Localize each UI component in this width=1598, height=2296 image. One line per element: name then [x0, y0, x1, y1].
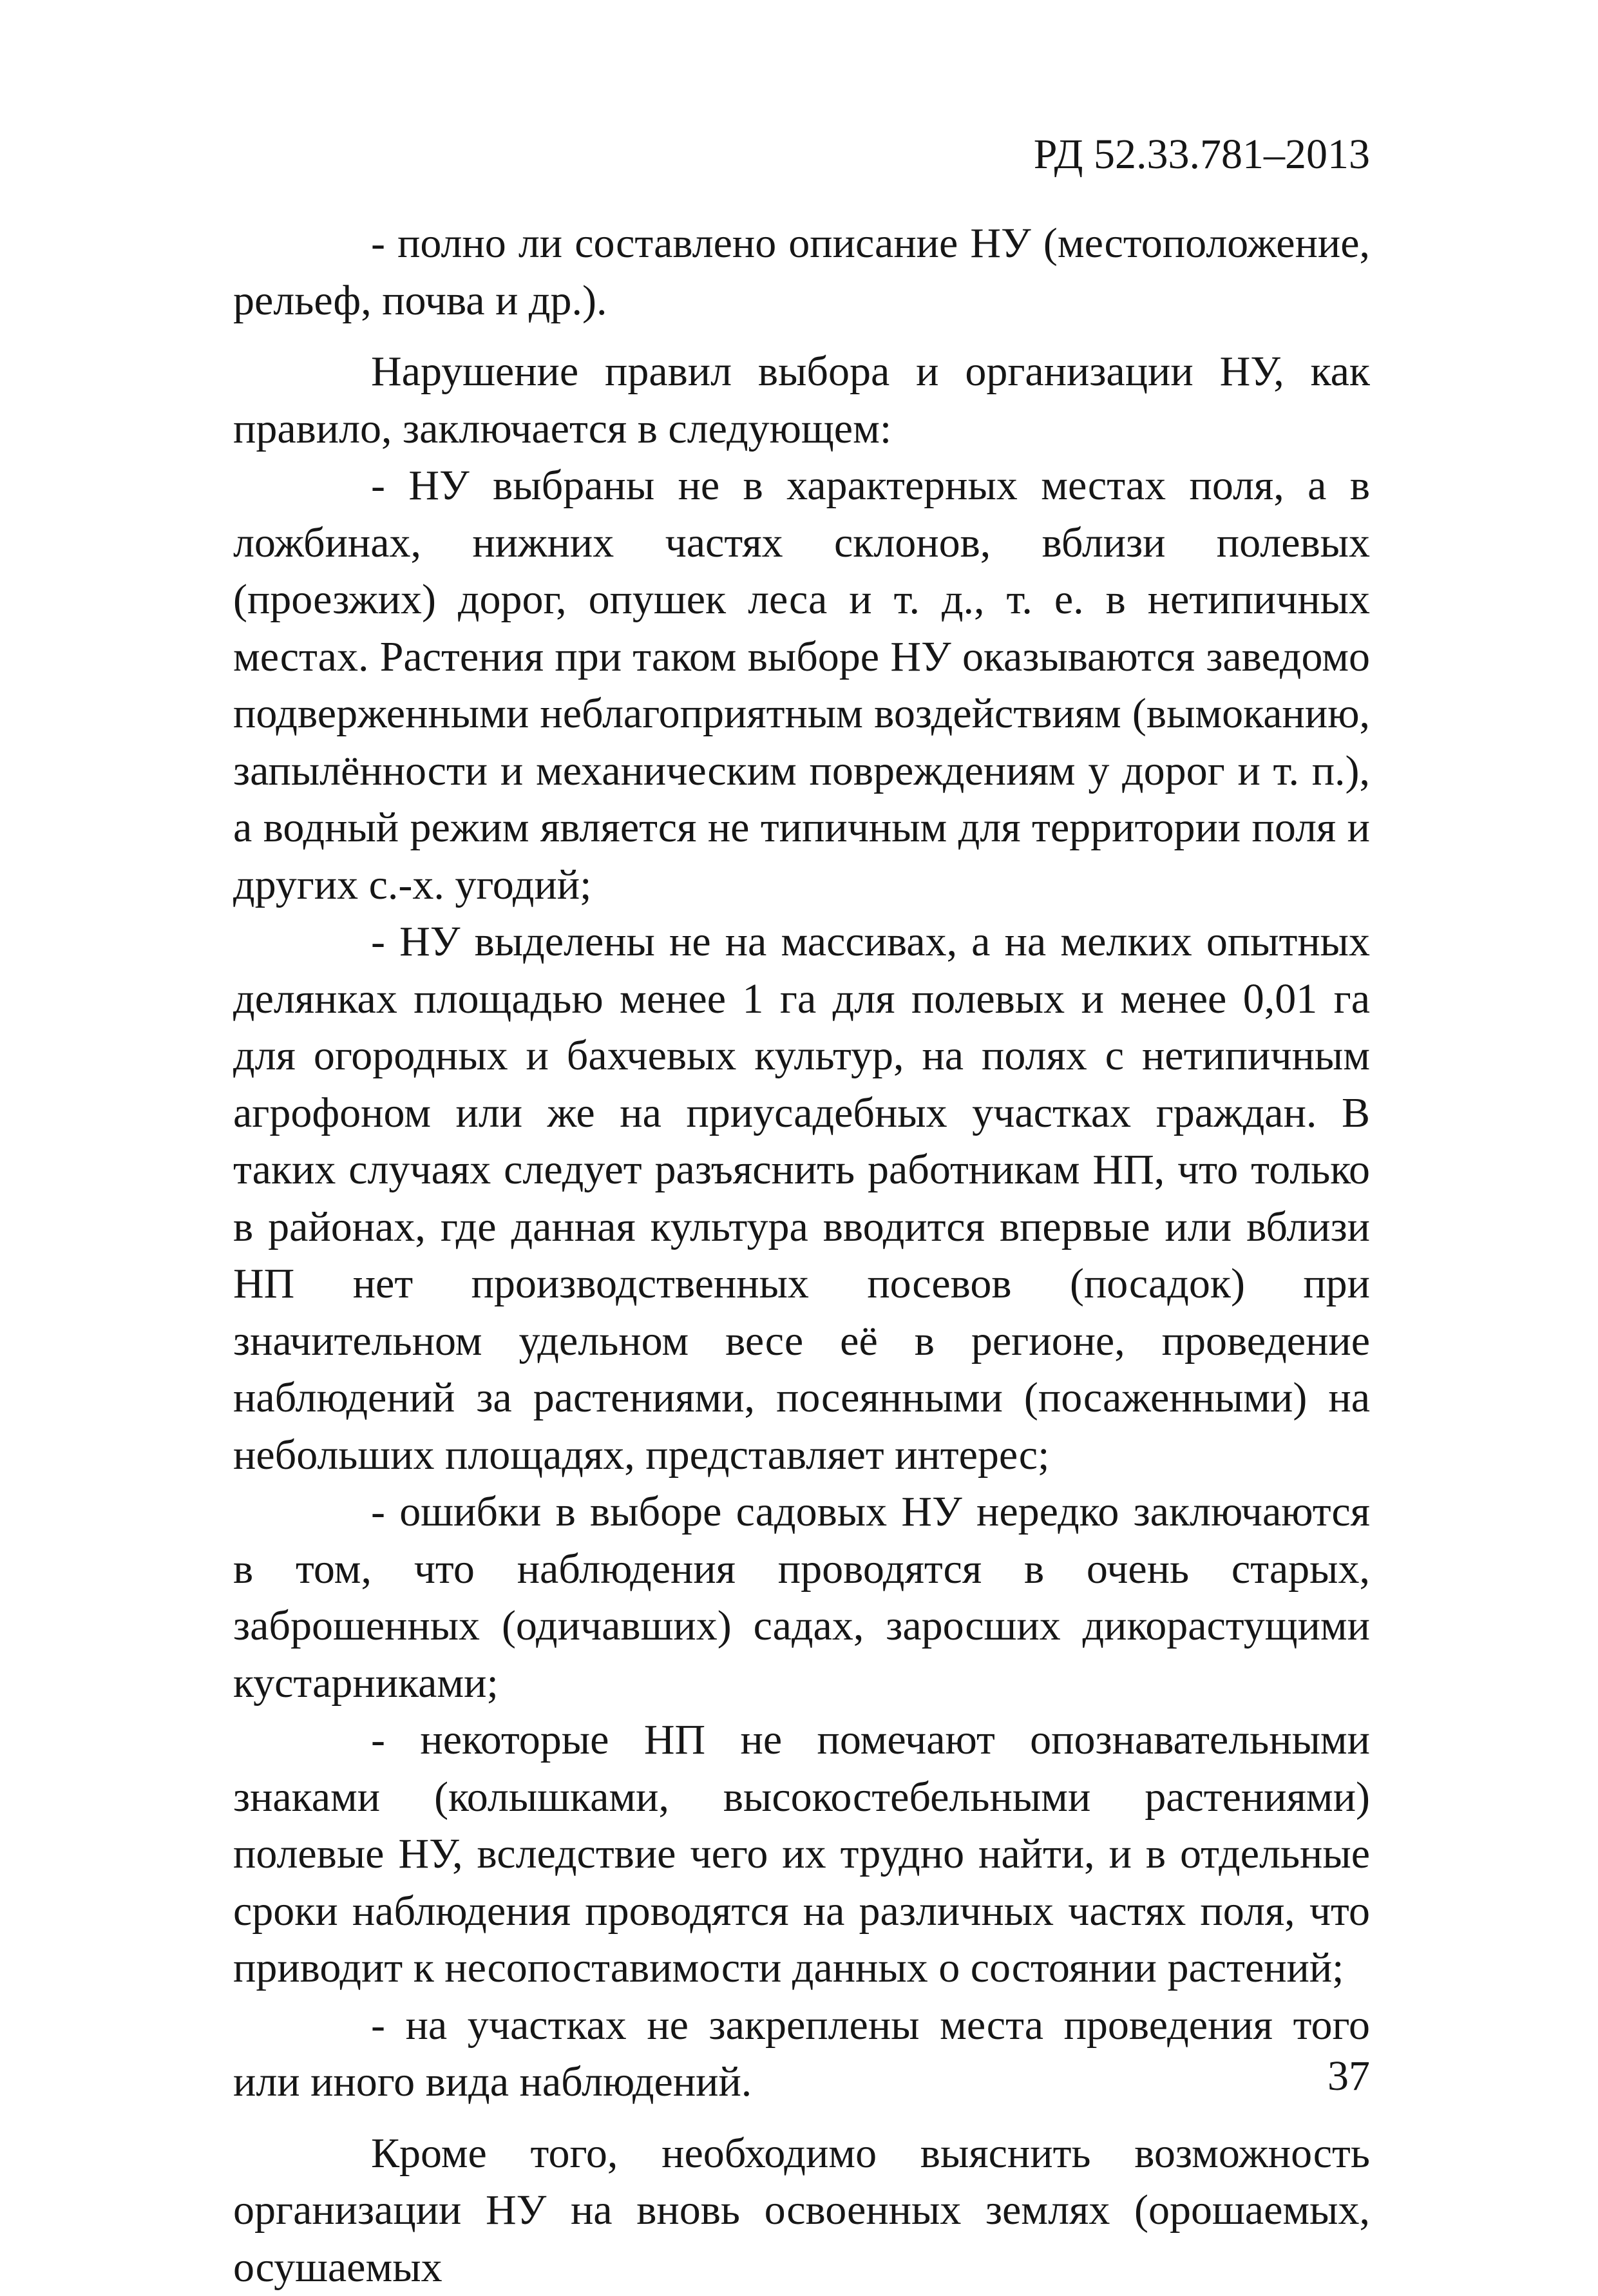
- paragraph-unmarked-plots: - некоторые НП не помечают опознавательными знаками (колышками, высокостебельными растениями) полевые НУ, вследствие чего их трудно найти, и в отдельные сроки наблюдения проводятся на различных частях поля, что приводит к несопоставимости данных о состоянии растений;: [233, 1712, 1370, 1997]
- paragraph-violations-intro: Нарушение правил выбора и организации НУ, как правило, заключается в следующем:: [233, 343, 1370, 457]
- paragraph-new-lands: Кроме того, необходимо выяснить возможность организации НУ на вновь освоенных землях (орошаемых, осушаемых: [233, 2125, 1370, 2296]
- page-number: 37: [1327, 2051, 1370, 2102]
- paragraph-description-completeness: - полно ли составлено описание НУ (местоположение, рельеф, почва и др.).: [233, 215, 1370, 329]
- paragraph-atypical-locations: - НУ выбраны не в характерных местах поля, а в ложбинах, нижних частях склонов, вблизи полевых (проезжих) дорог, опушек леса и т. д., т. е. в нетипичных местах. Растения при таком выборе НУ оказываются заведомо подверженными неблагоприятным воздействиям (вымоканию, запылённости и механическим повреждениям у дорог и т. п.), а водный режим является не типичным для территории поля и других с.-х. угодий;: [233, 457, 1370, 914]
- paragraph-garden-errors: - ошибки в выборе садовых НУ нередко заключаются в том, что наблюдения проводятся в очень старых, заброшенных (одичавших) садах, заросших дикорастущими кустарниками;: [233, 1484, 1370, 1712]
- paragraph-small-plots: - НУ выделены не на массивах, а на мелких опытных делянках площадью менее 1 га для полевых и менее 0,01 га для огородных и бахчевых культур, на полях с нетипичным агрофоном или же на приусадебных участках граждан. В таких случаях следует разъяснить работникам НП, что только в районах, где данная культура вводится впервые или вблизи НП нет производственных посевов (посадок) при значительном удельном весе её в регионе, проведение наблюдений за растениями, посеянными (посаженными) на небольших площадях, представляет интерес;: [233, 914, 1370, 1484]
- document-code: РД 52.33.781–2013: [1034, 129, 1370, 180]
- paragraph-unfixed-places: - на участках не закреплены места проведения того или иного вида наблюдений.: [233, 1997, 1370, 2111]
- document-body: [233, 215, 1370, 2296]
